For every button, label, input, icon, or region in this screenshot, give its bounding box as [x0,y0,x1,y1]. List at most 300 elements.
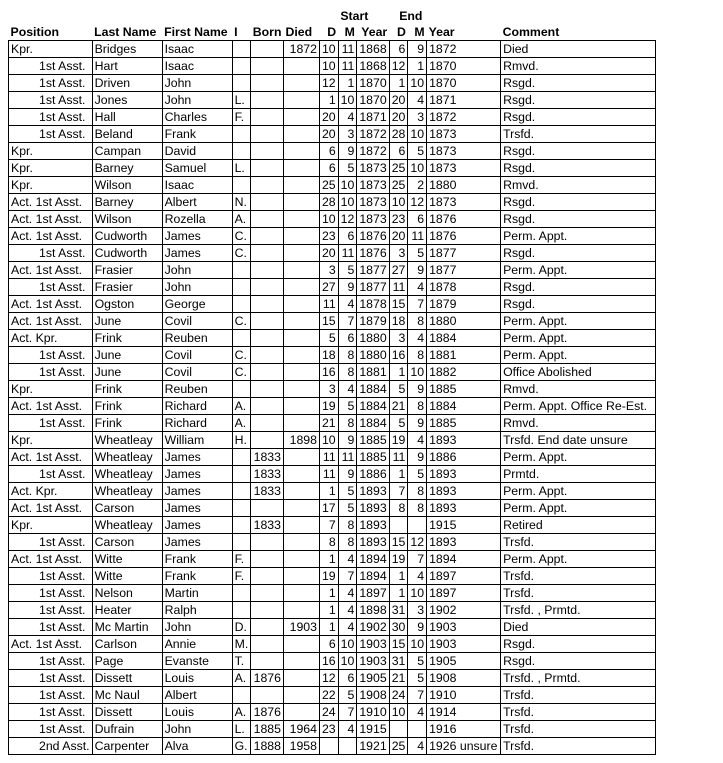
table-row [9,517,656,534]
start-group-header: Start [340,9,369,23]
table-cell: 12 [408,534,427,551]
table-cell: 8 [408,398,427,415]
table-cell [283,670,319,687]
table-cell: M. [232,636,251,653]
table-cell: Samuel [162,160,232,177]
table-cell: 4 [338,551,357,568]
table-cell: F. [232,551,251,568]
table-cell [251,398,284,415]
table-cell: Act. 1st Asst. [9,211,93,228]
table-cell: 5 [338,160,357,177]
table-cell [283,75,319,92]
table-cell [283,262,319,279]
table-cell: G. [232,738,251,755]
table-row [9,245,656,262]
table-cell: Wheatleay [92,449,162,466]
table-cell: 4 [338,381,357,398]
table-cell: Perm. Appt. [501,483,656,500]
table-cell: Kpr. [9,160,93,177]
table-cell: 8 [408,500,427,517]
table-cell [283,500,319,517]
table-cell: C. [232,364,251,381]
table-cell: Trsfd. [501,534,656,551]
table-cell: Evanste [162,653,232,670]
table-cell: 20 [319,245,338,262]
table-cell: 1897 [427,585,501,602]
table-cell: 1 [319,602,338,619]
table-cell: Trsfd. [501,585,656,602]
table-cell: 1881 [357,364,389,381]
table-cell: 19 [319,398,338,415]
table-row [9,109,656,126]
table-cell: Hall [92,109,162,126]
table-cell: 10 [319,58,338,75]
table-cell: 25 [389,160,408,177]
table-row [9,330,656,347]
table-cell: 1908 [427,670,501,687]
table-cell: 1905 [357,670,389,687]
table-cell [251,364,284,381]
table-cell: 10 [338,92,357,109]
table-cell: 1893 [427,483,501,500]
table-cell [251,653,284,670]
table-cell [251,194,284,211]
table-cell: 20 [319,126,338,143]
table-cell [232,296,251,313]
table-cell: 22 [319,687,338,704]
table-cell: 18 [319,347,338,364]
table-cell: 1897 [357,585,389,602]
table-cell [283,704,319,721]
table-cell: 1893 [427,534,501,551]
table-cell [251,313,284,330]
table-cell: 1870 [427,75,501,92]
table-cell: 10 [389,704,408,721]
table-cell: 7 [408,296,427,313]
table-cell [251,41,284,58]
table-cell: 1872 [283,41,319,58]
table-cell [232,330,251,347]
table-cell: Richard [162,398,232,415]
table-cell: 1881 [427,347,501,364]
table-cell: 1878 [357,296,389,313]
table-cell: 20 [389,228,408,245]
table-cell [232,449,251,466]
table-cell: Driven [92,75,162,92]
table-cell: 8 [338,347,357,364]
table-row [9,228,656,245]
table-cell: 8 [408,313,427,330]
table-cell: 1886 [427,449,501,466]
table-cell: Trsfd. [501,126,656,143]
table-cell: 10 [408,160,427,177]
table-cell [251,602,284,619]
table-cell: 1880 [357,347,389,364]
table-cell: 1884 [357,415,389,432]
table-cell: 1st Asst. [9,653,93,670]
table-cell: 1873 [357,194,389,211]
table-row [9,670,656,687]
table-cell: Act. 1st Asst. [9,398,93,415]
table-cell: 1 [319,483,338,500]
table-cell: 1st Asst. [9,534,93,551]
table-cell: 1st Asst. [9,568,93,585]
table-cell: 1st Asst. [9,670,93,687]
table-cell: 1873 [357,211,389,228]
table-cell: 12 [319,75,338,92]
table-row [9,313,656,330]
table-cell: 1915 [427,517,501,534]
table-cell: 1915 [357,721,389,738]
table-cell: 1903 [357,653,389,670]
table-cell: 1st Asst. [9,687,93,704]
table-cell [232,381,251,398]
table-cell: 30 [389,619,408,636]
table-cell: 12 [319,670,338,687]
table-cell: Page [92,653,162,670]
table-cell: 10 [408,126,427,143]
table-cell: 1877 [357,262,389,279]
table-cell: Campan [92,143,162,160]
table-cell [232,602,251,619]
table-cell [283,143,319,160]
table-cell: 8 [338,534,357,551]
table-row [9,160,656,177]
table-cell: John [162,279,232,296]
table-cell: 15 [319,313,338,330]
table-cell: 5 [338,483,357,500]
table-row [9,364,656,381]
table-cell: 1884 [427,398,501,415]
table-cell: 11 [389,279,408,296]
table-cell: 24 [319,704,338,721]
table-cell: Isaac [162,41,232,58]
table-cell: Act. 1st Asst. [9,449,93,466]
table-cell: 27 [319,279,338,296]
table-cell: 10 [408,75,427,92]
table-cell [283,415,319,432]
table-cell: 11 [338,58,357,75]
table-cell: 10 [338,653,357,670]
table-cell: Louis [162,670,232,687]
table-cell: 1868 [357,41,389,58]
table-cell: 1871 [427,92,501,109]
table-cell [232,126,251,143]
table-cell: 1870 [427,58,501,75]
table-cell: 4 [338,296,357,313]
table-cell: 5 [408,670,427,687]
table-cell: 1905 [427,653,501,670]
table-cell: Prmtd. [501,466,656,483]
table-cell: Jones [92,92,162,109]
table-cell [251,534,284,551]
table-row [9,636,656,653]
column-header: Position [10,25,60,39]
table-cell: 4 [408,92,427,109]
table-cell: Rmvd. [501,58,656,75]
table-cell: Heater [92,602,162,619]
table-row [9,211,656,228]
table-cell [283,126,319,143]
table-cell [232,483,251,500]
table-cell: Barney [92,194,162,211]
table-cell: June [92,364,162,381]
table-cell: John [162,262,232,279]
table-cell: 1st Asst. [9,585,93,602]
table-cell: Louis [162,704,232,721]
table-cell: Bridges [92,41,162,58]
table-cell: 17 [319,500,338,517]
table-row [9,432,656,449]
table-cell [251,58,284,75]
table-cell [232,500,251,517]
table-cell: 8 [319,534,338,551]
table-cell: 24 [389,687,408,704]
table-cell: 16 [389,347,408,364]
table-cell: C. [232,228,251,245]
table-cell: 12 [408,194,427,211]
table-cell: 10 [338,636,357,653]
table-cell: Cudworth [92,228,162,245]
table-cell [251,75,284,92]
column-header: Born [252,25,282,39]
table-cell: 3 [389,245,408,262]
table-cell [283,194,319,211]
table-cell: 1st Asst. [9,279,93,296]
table-cell: 19 [389,432,408,449]
table-cell: 1894 [357,568,389,585]
table-cell: 1926 unsure [427,738,501,755]
table-cell: 1 [389,585,408,602]
table-cell: June [92,347,162,364]
table-cell: C. [232,313,251,330]
table-row [9,143,656,160]
table-cell: Perm. Appt. [501,500,656,517]
table-cell: Act. Kpr. [9,330,93,347]
table-cell: 5 [408,653,427,670]
table-cell: 10 [338,194,357,211]
table-row [9,534,656,551]
table-cell: Trsfd. , Prmtd. [501,602,656,619]
table-cell: 1910 [427,687,501,704]
table-cell: Perm. Appt. [501,551,656,568]
table-cell: 1884 [427,330,501,347]
table-cell [283,534,319,551]
table-cell: Annie [162,636,232,653]
table-cell: 7 [338,568,357,585]
table-cell: Kpr. [9,177,93,194]
table-cell: 11 [338,41,357,58]
table-cell: 28 [389,126,408,143]
table-cell: 1873 [427,143,501,160]
table-cell: 16 [319,364,338,381]
table-cell: Rsgd. [501,653,656,670]
table-cell: 12 [338,211,357,228]
table-cell: 8 [389,500,408,517]
table-cell: 6 [338,670,357,687]
table-cell: 1 [389,364,408,381]
table-cell [283,687,319,704]
table-cell: 1 [319,92,338,109]
table-cell [283,568,319,585]
table-cell: 1885 [357,449,389,466]
table-cell: Witte [92,551,162,568]
table-cell: James [162,500,232,517]
table-cell: 28 [319,194,338,211]
table-cell [251,568,284,585]
table-cell: 1833 [251,517,284,534]
table-cell: Trsfd. [501,704,656,721]
table-cell: 21 [389,398,408,415]
table-cell: 20 [319,109,338,126]
table-row [9,704,656,721]
table-cell: L. [232,721,251,738]
table-cell: Rsgd. [501,160,656,177]
table-row [9,653,656,670]
table-cell: 1st Asst. [9,126,93,143]
table-cell: Richard [162,415,232,432]
table-cell: 10 [319,211,338,228]
table-cell: Rmvd. [501,415,656,432]
table-cell: Wheatleay [92,432,162,449]
table-cell: 25 [319,177,338,194]
table-cell: George [162,296,232,313]
table-cell: Carlson [92,636,162,653]
table-cell: Hart [92,58,162,75]
table-cell: 8 [338,364,357,381]
table-cell [283,92,319,109]
table-cell: 5 [389,381,408,398]
table-cell [232,58,251,75]
table-cell: David [162,143,232,160]
table-row [9,296,656,313]
table-cell: 1st Asst. [9,619,93,636]
table-cell: Kpr. [9,143,93,160]
table-cell: 5 [338,262,357,279]
table-cell: 5 [408,466,427,483]
table-cell: 9 [408,449,427,466]
table-cell: John [162,619,232,636]
table-cell [283,279,319,296]
table-cell [283,483,319,500]
table-cell [283,653,319,670]
table-cell [283,211,319,228]
table-cell [232,143,251,160]
table-cell: Isaac [162,177,232,194]
table-cell [251,279,284,296]
table-cell: 1st Asst. [9,109,93,126]
table-cell: Office Abolished [501,364,656,381]
table-cell [338,738,357,755]
table-cell: Trsfd. [501,568,656,585]
table-cell: Wheatleay [92,483,162,500]
table-cell: 1894 [427,551,501,568]
table-cell [283,160,319,177]
table-cell: Martin [162,585,232,602]
table-cell: 10 [408,364,427,381]
table-cell: 20 [389,109,408,126]
table-cell [283,296,319,313]
table-cell [251,211,284,228]
table-cell [251,262,284,279]
table-cell: 19 [389,551,408,568]
table-cell: 5 [408,245,427,262]
table-cell: 11 [338,245,357,262]
table-cell: 1879 [357,313,389,330]
table-cell: 25 [389,177,408,194]
table-cell: 10 [319,41,338,58]
table-cell: 21 [389,670,408,687]
table-cell: Carson [92,534,162,551]
table-cell: 3 [408,602,427,619]
table-cell: June [92,313,162,330]
table-cell: 1885 [251,721,284,738]
table-cell: 4 [408,432,427,449]
table-cell: Rsgd. [501,245,656,262]
table-cell [251,381,284,398]
table-cell: Rsgd. [501,194,656,211]
table-cell: 1894 [357,551,389,568]
table-cell: 1893 [357,534,389,551]
table-cell [283,381,319,398]
table-cell: Frasier [92,262,162,279]
table-cell [251,92,284,109]
table-cell: 1964 [283,721,319,738]
table-cell: A. [232,670,251,687]
table-cell: 4 [408,704,427,721]
table-cell: 1880 [427,313,501,330]
table-cell [232,466,251,483]
table-cell: 1833 [251,449,284,466]
column-header: D [397,25,406,39]
table-row [9,738,656,755]
table-cell: Covil [162,347,232,364]
table-cell: 1873 [357,160,389,177]
table-cell: 8 [408,347,427,364]
column-header: M [414,25,425,39]
table-cell: 5 [338,398,357,415]
table-cell [251,432,284,449]
table-cell: Rmvd. [501,381,656,398]
table-cell: 11 [319,296,338,313]
table-cell: 2nd Asst. [9,738,93,755]
table-cell: 1878 [427,279,501,296]
table-cell: Perm. Appt. [501,262,656,279]
table-cell: 15 [389,534,408,551]
table-cell: Beland [92,126,162,143]
column-header: First Name [164,25,228,39]
table-cell: F. [232,109,251,126]
table-cell: John [162,75,232,92]
table-cell: 3 [338,126,357,143]
table-cell: 1 [338,75,357,92]
table-cell: Frink [92,415,162,432]
table-cell: 10 [338,177,357,194]
table-cell: Alva [162,738,232,755]
table-cell: 23 [319,228,338,245]
table-cell: Perm. Appt. [501,449,656,466]
table-row [9,92,656,109]
table-cell [389,517,408,534]
table-cell [251,415,284,432]
table-cell: 1888 [251,738,284,755]
table-cell: Frink [92,381,162,398]
table-cell: 4 [408,568,427,585]
table-cell [283,177,319,194]
table-cell: 16 [319,653,338,670]
table-cell: Reuben [162,381,232,398]
table-cell: 1876 [251,670,284,687]
